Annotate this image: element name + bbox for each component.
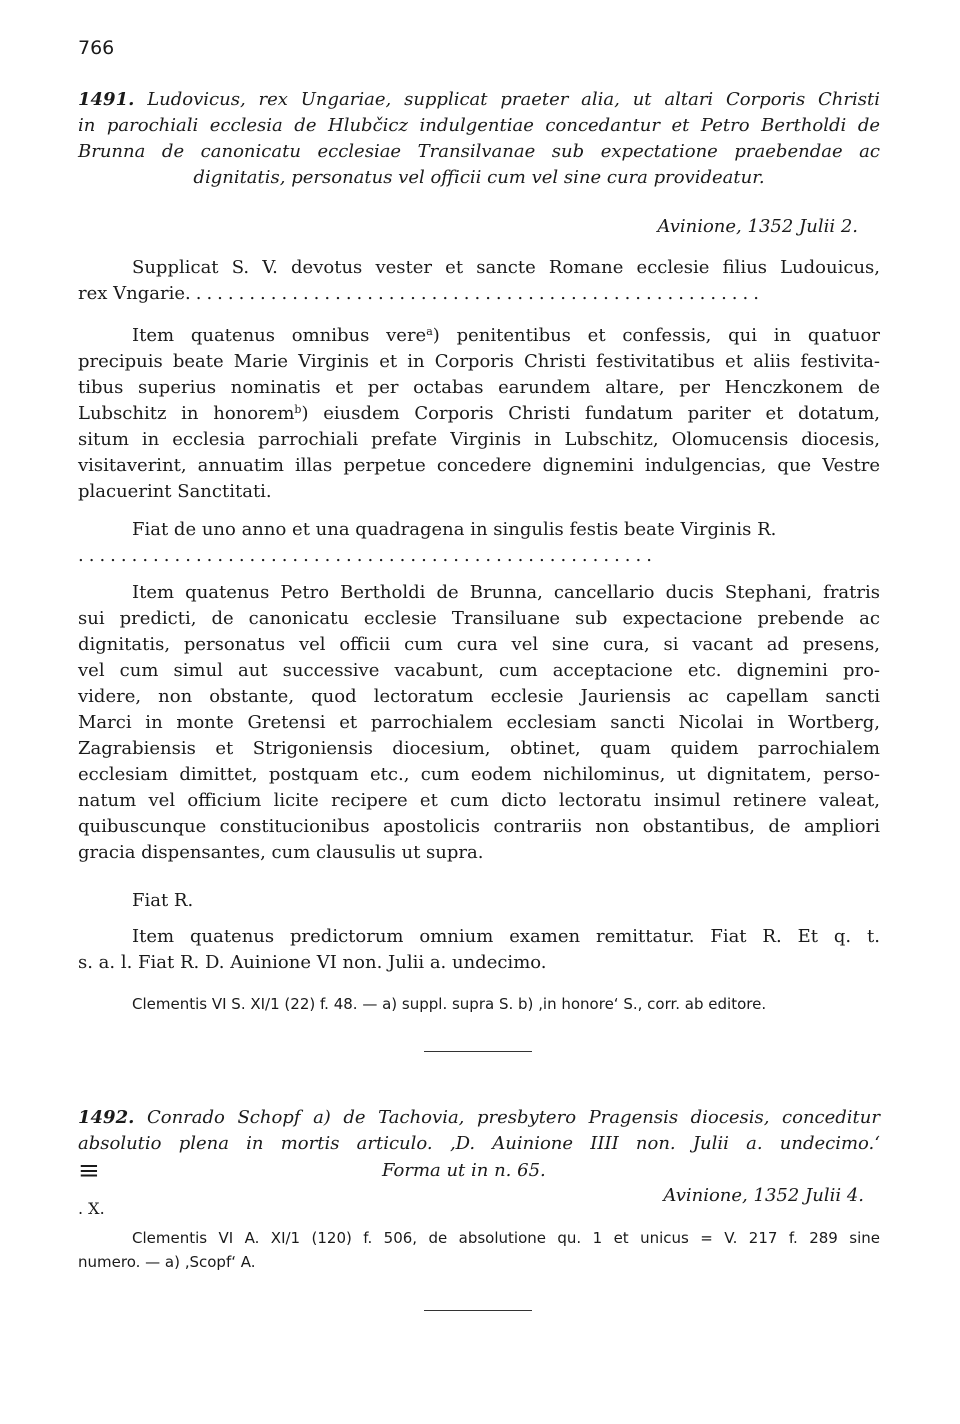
text-line: videre, non obstante, quod lectoratum ecclesie Jauriensis ac capellam sancti: [78, 686, 880, 707]
divider: [424, 1051, 532, 1052]
text-line: situm in ecclesia parrochiali prefate Virginis in Lubschitz, Olomucensis diocesis,: [78, 429, 880, 450]
ellipsis-dots: ......................................................: [185, 283, 764, 304]
page-number: 766: [78, 37, 115, 59]
divider: [424, 1310, 532, 1311]
text-line: dignitatis, personatus vel officii cum cura vel sine cura, si vacant ad presens,: [78, 634, 880, 655]
paragraph-canonicatus: [78, 580, 880, 866]
text-line: Item quatenus predictorum omnium examen remittatur. Fiat R. Et q. t.: [132, 926, 880, 947]
text-line: precipuis beate Marie Virginis et in Corporis Christi festivitatibus et aliis festivita-: [78, 351, 880, 372]
text-line: Lubschitz in honorem$^b$) eiusdem Corporis Christi fundatum pariter et dotatum,: [78, 403, 880, 424]
text-line: Supplicat S. V. devotus vester et sancte Romane ecclesie filius Ludouicus,: [132, 257, 880, 278]
text-line: visitaverint, annuatim illas perpetue concedere dignemini indulgencias, que Vestre: [78, 455, 880, 476]
summary-last-line: dignitatis, personatus vel officii cum vel sine cura provideatur.: [193, 167, 765, 188]
summary-line: absolutio plena in mortis articulo. ‚D. Auinione IIII non. Julii a. undecimo.‘: [78, 1133, 880, 1154]
paragraph-indulgence: [78, 323, 880, 505]
footnote-ref: b: [294, 403, 302, 416]
text-line: Zagrabiensis et Strigoniensis diocesium, obtinet, quam quidem parrochialem: [78, 738, 880, 759]
paragraph-examen: [78, 924, 880, 976]
paragraph-supplicat: [78, 255, 880, 307]
entry-1491-summary: [78, 87, 880, 165]
fiat-line: Fiat de uno anno et una quadragena in singulis festis beate Virginis R.: [132, 519, 777, 540]
summary-line: in parochiali ecclesia de Hlubčicz indulgentiae concedantur et Petro Bertholdi de: [78, 115, 880, 136]
entry-number: 1491.: [78, 89, 135, 110]
ellipsis-dots: ......................................................: [78, 545, 657, 566]
text-line: gracia dispensantes, cum clausulis ut supra.: [78, 842, 484, 863]
text-line: Item quatenus omnibus vere$^a$) penitentibus et confessis, qui in quatuor: [132, 325, 880, 346]
text-line: tibus superius nominatis et per octabas earundem altare, per Henczkonem de: [78, 377, 880, 398]
entry-1492-summary: [78, 1105, 880, 1157]
margin-x: . X.: [78, 1199, 105, 1218]
text-line: placuerint Sanctitati.: [78, 481, 272, 502]
forma-line: Forma ut in n. 65.: [382, 1160, 546, 1181]
text-line: s. a. l. Fiat R. D. Auinione VI non. Julii a. undecimo.: [78, 952, 547, 973]
fiat-line: Fiat R.: [132, 890, 194, 911]
text-line: Item quatenus Petro Bertholdi de Brunna, cancellario ducis Stephani, fratris: [132, 582, 880, 603]
text-line: quibuscunque constitucionibus apostolicis contrariis non obstantibus, de ampliori: [78, 816, 880, 837]
footnote: Clementis VI S. XI/1 (22) f. 48. — a) suppl. supra S. b) ‚in honore‘ S., corr. ab editore.: [132, 995, 767, 1013]
text-line: Marci in monte Gretensi et parrochialem ecclesiam sancti Nicolai in Wortberg,: [78, 712, 880, 733]
footnote: Clementis VI A. XI/1 (120) f. 506, de absolutione qu. 1 et unicus = V. 217 f. 289 sine numero. — a) ‚Scopf‘ A.: [78, 1229, 880, 1271]
text-line: sui predicti, de canonicatu ecclesie Transiluane sub expectacione prebende ac: [78, 608, 880, 629]
text-line: ecclesiam dimittet, postquam etc., cum eodem nichilominus, ut dignitatem, perso-: [78, 764, 880, 785]
summary-line: 1492. Conrado Schopf a) de Tachovia, presbytero Pragensis diocesis, conceditur: [78, 1107, 880, 1128]
summary-line: 1491. Ludovicus, rex Ungariae, supplicat praeter alia, ut altari Corporis Christi: [78, 89, 880, 110]
text-line: vel cum simul aut successive vacabunt, cum acceptacione etc. dignemini pro-: [78, 660, 880, 681]
dateline: Avinione, 1352 Julii 4.: [663, 1185, 864, 1206]
text-line: natum vel officium licite recipere et cum dicto lectoratu insimul retinere valeat,: [78, 790, 880, 811]
footnote-ref: a: [426, 325, 433, 338]
text-line: rex Vngarie......................................................: [78, 283, 764, 304]
dateline: Avinione, 1352 Julii 2.: [657, 216, 858, 237]
summary-line: Brunna de canonicatu ecclesiae Transilvanae sub expectatione praebendae ac: [78, 141, 880, 162]
margin-mark: ≡: [78, 1156, 100, 1186]
entry-number: 1492.: [78, 1107, 135, 1128]
